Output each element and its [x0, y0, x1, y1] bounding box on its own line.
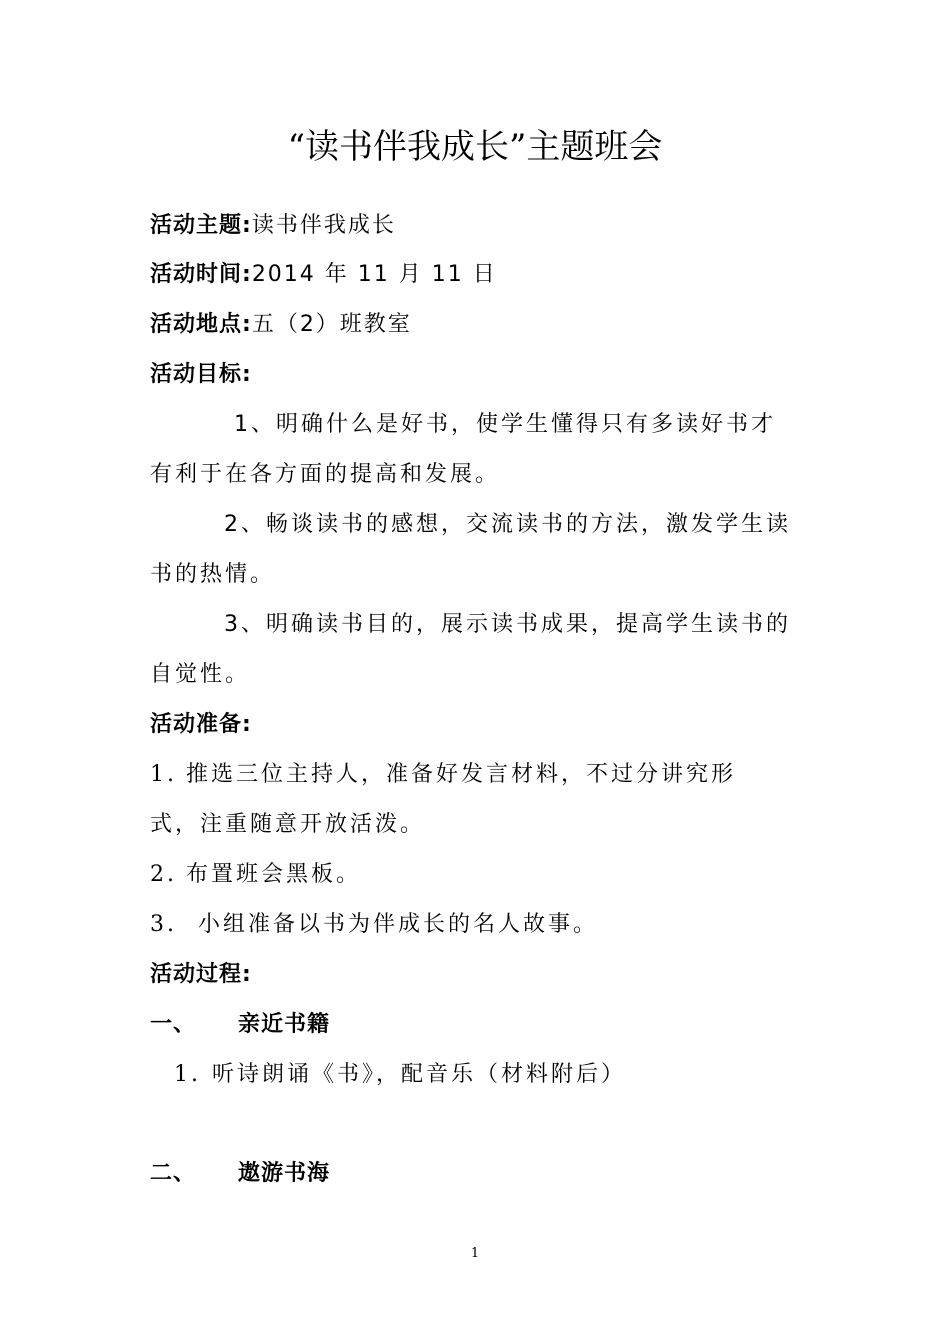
section-1-item-1-num: 1. [174, 1062, 201, 1087]
field-theme-value: 读书伴我成长 [251, 213, 396, 238]
section-2-heading [150, 1157, 330, 1191]
goal-2-line-1: 2、畅谈读书的感想，交流读书的方法，激发学生读 [224, 512, 791, 537]
goal-2-line-2: 书的热情。 [150, 562, 276, 587]
section-1-item-1-text: 听诗朗诵《书》，配音乐（材料附后） [212, 1062, 627, 1087]
field-location-value: 五（2）班教室 [251, 312, 412, 337]
section-1-item-1 [174, 1058, 626, 1092]
section-2-title: 遨游书海 [238, 1161, 331, 1186]
prep-item-1-text: 推选三位主持人，准备好发言材料，不过分讲究形 [186, 762, 737, 787]
goal-3-line-1: 3、明确读书目的，展示读书成果，提高学生读书的 [224, 612, 791, 637]
process-heading: 活动过程: [150, 962, 252, 987]
prep-item-2 [150, 858, 361, 892]
field-time [150, 258, 497, 292]
prep-item-1-num: 1. [150, 762, 177, 787]
section-1-title: 亲近书籍 [238, 1012, 331, 1037]
prep-item-3 [150, 908, 598, 942]
section-2-num: 二、 [150, 1161, 197, 1186]
document-title: “读书伴我成长”主题班会 [287, 127, 663, 167]
prep-item-2-text: 布置班会黑板。 [186, 862, 362, 887]
section-1-num: 一、 [150, 1012, 197, 1037]
section-1-heading [150, 1008, 330, 1042]
field-location-label: 活动地点: [150, 312, 252, 337]
prep-item-1-line-2: 式，注重随意开放活泼。 [150, 812, 426, 837]
prep-item-2-num: 2. [150, 862, 177, 887]
field-theme-label: 活动主题: [150, 213, 252, 238]
prep-item-3-num: 3. [150, 912, 177, 937]
goal-1-line-2: 有利于在各方面的提高和发展。 [150, 462, 501, 487]
field-time-value: 2014 年 11 月 11 日 [251, 262, 497, 287]
goal-3-line-2: 自觉性。 [150, 662, 251, 687]
field-location [150, 308, 412, 342]
field-theme [150, 209, 396, 243]
prep-item-1 [150, 758, 736, 792]
prep-heading: 活动准备: [150, 712, 252, 737]
goals-heading: 活动目标: [150, 362, 252, 387]
field-time-label: 活动时间: [150, 262, 252, 287]
prep-item-3-text: 小组准备以书为伴成长的名人故事。 [198, 912, 599, 937]
page-number: 1 [470, 1246, 480, 1261]
goal-1-line-1: 1、明确什么是好书，使学生懂得只有多读好书才 [234, 412, 776, 437]
